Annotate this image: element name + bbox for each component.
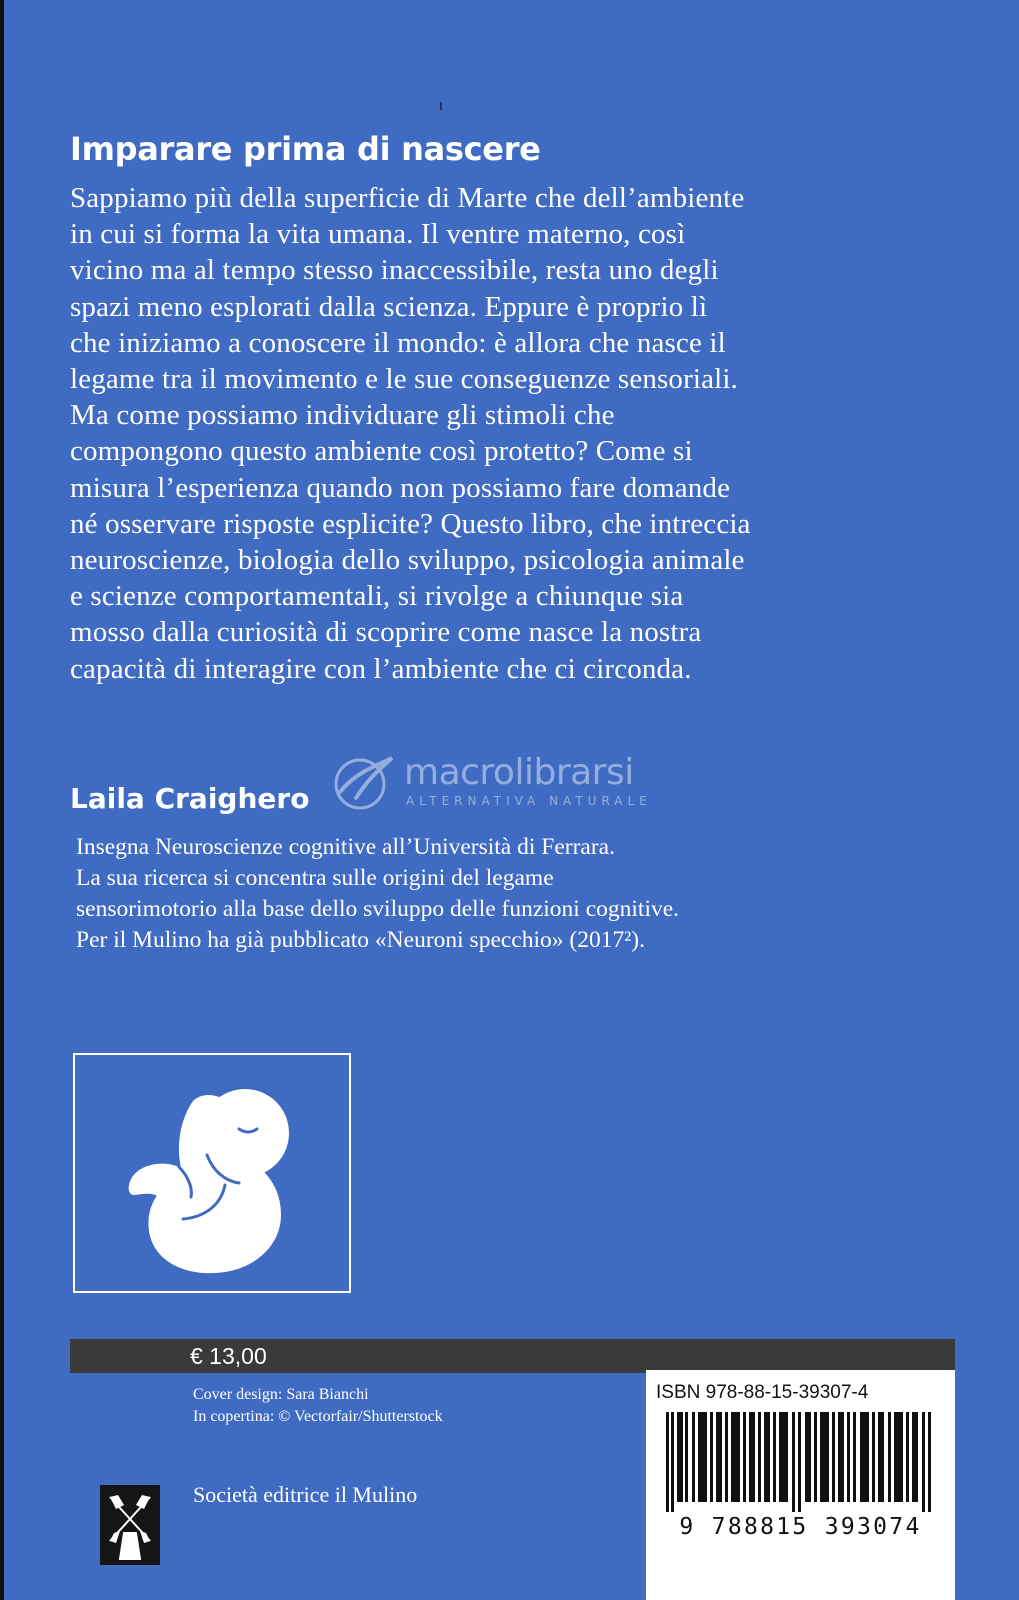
blurb-line: misura l’esperienza quando non possiamo fare domande — [70, 471, 731, 504]
blurb-line: vicino ma al tempo stesso inaccessibile, resta uno degli — [70, 254, 719, 287]
blurb-line: né osservare risposte esplicite? Questo libro, che intreccia — [70, 507, 751, 540]
ean-digits: 9 788815 393074 — [679, 1514, 922, 1540]
barcode-panel — [646, 1370, 955, 1600]
blurb-line: Sappiamo più della superficie di Marte che dell’ambiente — [70, 182, 745, 214]
windmill-icon — [100, 1485, 160, 1565]
blurb-line: in cui si forma la vita umana. Il ventre materno, così — [70, 218, 686, 251]
cover-image-credit: In copertina: © Vectorfair/Shutterstock — [193, 1408, 443, 1425]
bio-line: La sua ricerca si concentra sulle origini del legame — [76, 865, 554, 891]
blurb-line: legame tra il movimento e le sue conseguenze sensoriali. — [70, 363, 738, 396]
blurb-line: Ma come possiamo individuare gli stimoli che — [70, 399, 615, 432]
price-bar — [70, 1339, 955, 1373]
author-bio — [76, 832, 956, 956]
print-mark — [440, 102, 442, 110]
watermark — [326, 752, 716, 812]
blurb-line: mosso dalla curiosità di scoprire come nasce la nostra — [70, 616, 702, 649]
blurb-line: capacità di interagire con l’ambiente che ci circonda. — [70, 652, 692, 685]
blurb — [70, 180, 950, 687]
author-name: Laila Craighero — [70, 782, 310, 815]
barcode-icon — [652, 1412, 949, 1512]
isbn: ISBN 978-88-15-39307-4 — [656, 1382, 869, 1403]
cover-design-credit: Cover design: Sara Bianchi — [193, 1386, 369, 1403]
publisher-name: Società editrice il Mulino — [193, 1482, 418, 1507]
watermark-name: macrolibrarsi — [404, 752, 634, 793]
blurb-line: che iniziamo a conoscere il mondo: è allora che nasce il — [70, 326, 726, 359]
blurb-line: e scienze comportamentali, si rivolge a chiunque sia — [70, 580, 684, 613]
bio-line: Insegna Neuroscienze cognitive all’Università di Ferrara. — [76, 834, 615, 860]
blurb-line: neuroscienze, biologia dello sviluppo, psicologia animale — [70, 544, 745, 577]
leaf-swoosh-icon — [326, 752, 396, 812]
blurb-line: compongono questo ambiente così protetto? Come si — [70, 435, 693, 468]
bio-line: sensorimotorio alla base dello sviluppo delle funzioni cognitive. — [76, 896, 680, 922]
fetus-icon — [75, 1055, 349, 1291]
blurb-line: spazi meno esplorati dalla scienza. Eppure è proprio lì — [70, 290, 708, 323]
price: € 13,00 — [190, 1343, 267, 1369]
credits — [193, 1384, 443, 1428]
illustration-frame — [73, 1053, 351, 1293]
watermark-tagline: ALTERNATIVA NATURALE — [406, 794, 652, 808]
bio-line: Per il Mulino ha già pubblicato «Neuroni specchio» (2017²). — [76, 927, 645, 953]
book-title: Imparare prima di nascere — [70, 130, 541, 168]
